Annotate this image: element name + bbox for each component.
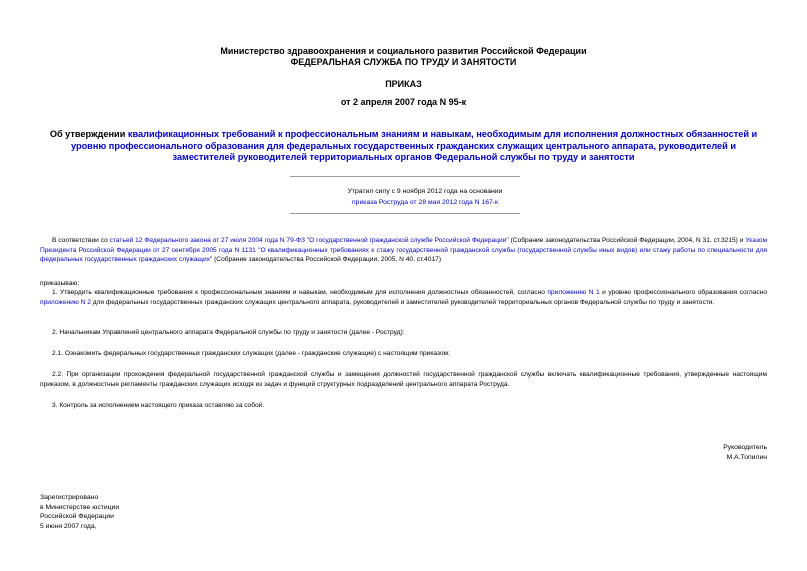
divider-bottom bbox=[290, 213, 520, 214]
doc-type: ПРИКАЗ bbox=[385, 79, 422, 89]
signature-block bbox=[723, 443, 767, 462]
decree-1131-link[interactable]: Указом Президента Российской Федерации от 27 сентября 2005 года N 1131 "О квалификационных требованиях к стажу государственной гражданской службы (государственной службы иных видов) или стажу работы по специальности для федеральных государственных гражданских служащих" bbox=[40, 237, 767, 264]
registration-line-3: Российской Федерации bbox=[40, 513, 114, 521]
service-name: ФЕДЕРАЛЬНАЯ СЛУЖБА ПО ТРУДУ И ЗАНЯТОСТИ bbox=[290, 57, 517, 67]
preamble-text-1: В соответствии со bbox=[52, 237, 110, 244]
validity-note-link[interactable]: приказа Роструда от 28 мая 2012 года N 167-к bbox=[352, 199, 498, 206]
title-prefix: Об утверждении bbox=[49, 129, 128, 139]
item-2-1-paragraph: 2.1. Ознакомить федеральных государственных гражданских служащих (далее - гражданские служащие) с настоящим приказом; bbox=[52, 350, 450, 357]
preamble-text-2: (Собрание законодательства Российской Федерации, 2004, N 31, ст.3215) и bbox=[508, 237, 746, 244]
item-1-text-3: для федеральных государственных гражданских служащих центрального аппарата, руководителей и заместителей руководителей территориальных органов Федеральной службы по труду и занятости. bbox=[90, 298, 715, 306]
item-1-paragraph bbox=[40, 288, 767, 307]
registration-line-2: в Министерстве юстиции bbox=[40, 503, 120, 511]
ministry-name: Министерство здравоохранения и социального развития Российской Федерации bbox=[220, 46, 587, 56]
preamble-paragraph bbox=[40, 236, 767, 265]
signature-name: М.А.Топилин bbox=[726, 453, 767, 461]
registration-block bbox=[40, 493, 119, 531]
appendix-1-link[interactable]: приложению N 1 bbox=[547, 289, 600, 296]
item-3-paragraph: 3. Контроль за исполнением настоящего приказа оставляю за собой. bbox=[52, 402, 265, 409]
appendix-2-link[interactable]: приложению N 2 bbox=[40, 298, 91, 306]
item-2-paragraph: 2. Начальникам Управлений центрального аппарата Федеральной службы по труду и занятости (далее - Роструд): bbox=[52, 329, 405, 336]
doc-title bbox=[40, 129, 767, 164]
order-word: приказываю: bbox=[40, 280, 80, 287]
registration-line-1: Зарегистрировано bbox=[40, 494, 99, 501]
law-79-fz-link[interactable]: статьей 12 Федерального закона от 27 июля 2004 года N 79-ФЗ "О государственной гражданской службе Российской Федерации" bbox=[109, 237, 509, 244]
item-2-2-paragraph: 2.2. При организации прохождения федеральной государственной гражданской службы и замещения должностей государственной гражданской службы включать квалификационные требования, утвержденные настоящим приказом, в должностные регламенты гражданских служащих исходя из задач и функций структурных подразделений центрального аппарата Роструда. bbox=[40, 371, 767, 388]
registration-line-4: 5 июня 2007 года, bbox=[40, 522, 97, 530]
validity-note-text: Утратил силу с 9 ноября 2012 года на основании bbox=[347, 188, 503, 195]
item-1-text-1: 1. Утвердить квалификационные требования к профессиональным знаниям и навыкам, необходимым для исполнения должностных обязанностей, согласно bbox=[52, 289, 548, 296]
divider-top bbox=[290, 176, 520, 177]
title-link[interactable]: квалификационных требований к профессиональным знаниям и навыкам, необходимым для исполнения должностных обязанностей и уровню профессионального образования для федеральных государственных гражданских служащих центрального аппарата, руководителей и заместителей руководителей территориальных органов Федеральной службы по труду и занятости bbox=[70, 129, 758, 162]
validity-note bbox=[300, 186, 550, 208]
preamble-text-3: (Собрание законодательства Российской Федерации, 2005, N 40, ст.4017) bbox=[212, 256, 442, 264]
item-1-text-2: и уровню профессионального образования согласно bbox=[599, 289, 767, 296]
doc-date-number: от 2 апреля 2007 года N 95-к bbox=[340, 97, 467, 107]
signature-role: Руководитель bbox=[723, 444, 767, 451]
